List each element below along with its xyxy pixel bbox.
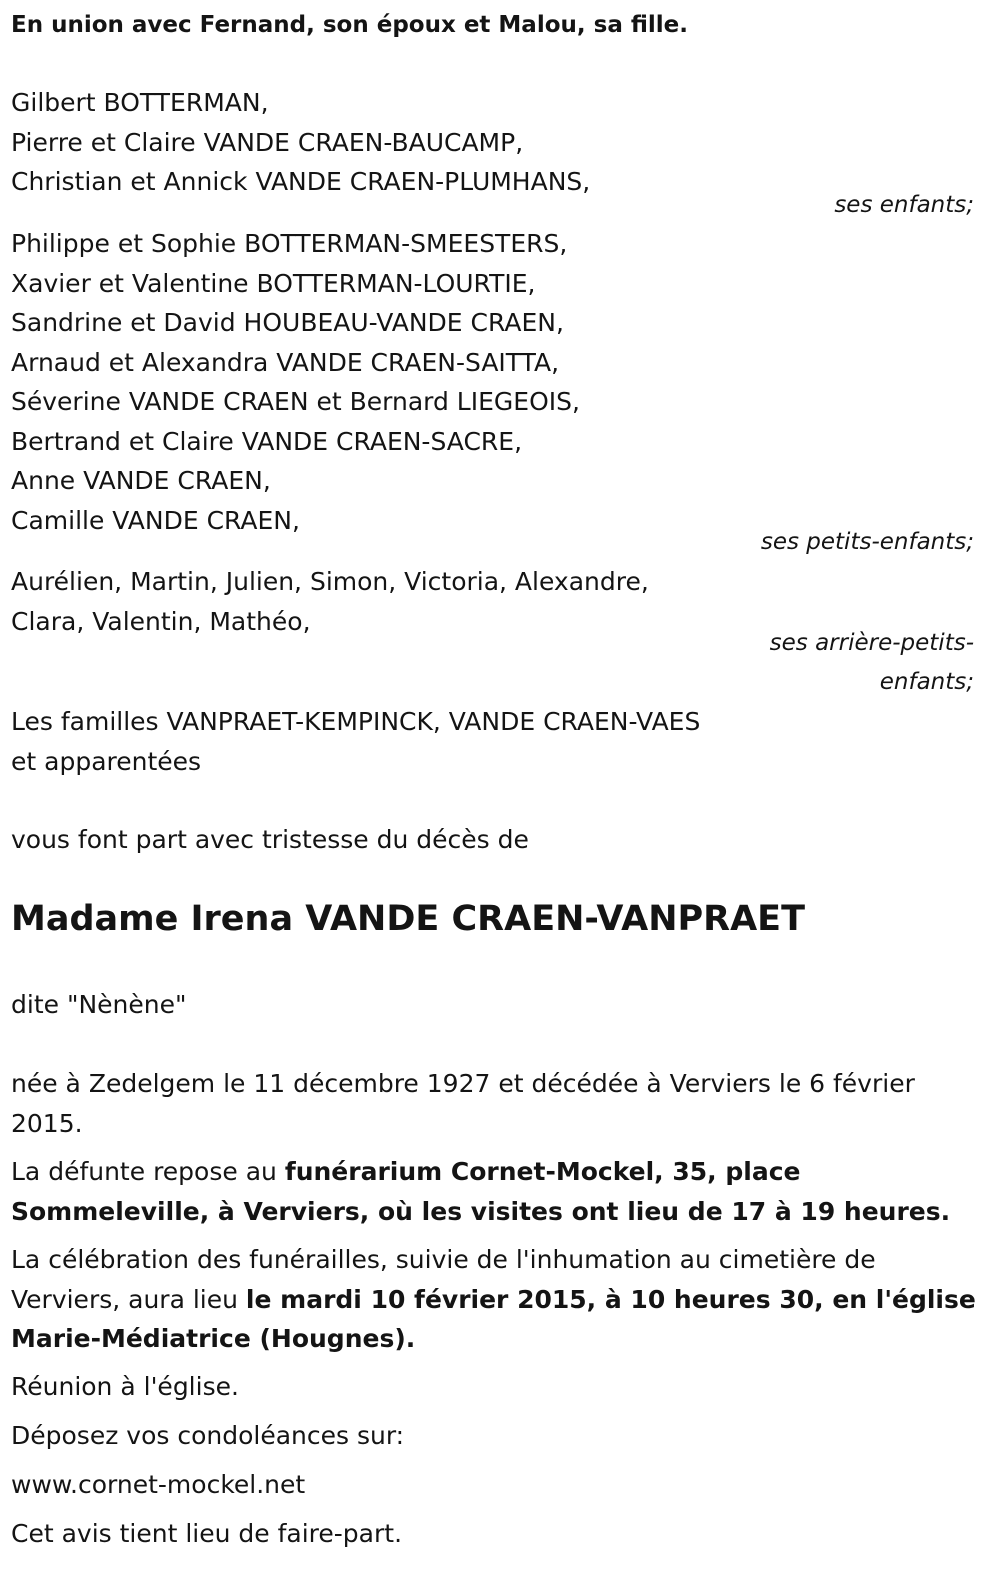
intro-line: En union avec Fernand, son époux et Malou, sa fille.	[11, 12, 688, 38]
great-grandchild-line: Clara, Valentin, Mathéo,	[11, 606, 311, 636]
child-line: Christian et Annick VANDE CRAEN-PLUMHANS,	[11, 167, 591, 196]
closing-note: Cet avis tient lieu de faire-part.	[11, 1519, 403, 1548]
grandchildren-list	[11, 224, 580, 540]
nickname: dite "Nènène"	[11, 990, 187, 1019]
reunion: Réunion à l'église.	[11, 1372, 239, 1401]
children-role: ses enfants;	[834, 192, 974, 218]
great-grandchild-line: Aurélien, Martin, Julien, Simon, Victoria, Alexandre,	[11, 567, 649, 596]
rest-line-1	[11, 1152, 950, 1192]
website-link[interactable]: www.cornet-mockel.net	[11, 1470, 306, 1499]
grandchild-line: Arnaud et Alexandra VANDE CRAEN-SAITTA,	[11, 347, 560, 377]
grandchild-line: Philippe et Sophie BOTTERMAN-SMEESTERS,	[11, 229, 568, 258]
rest-line-2: Sommeleville, à Verviers, où les visites ont lieu de 17 à 19 heures.	[11, 1196, 951, 1226]
ceremony-line-3: Marie-Médiatrice (Hougnes).	[11, 1324, 416, 1353]
grandchild-line: Bertrand et Claire VANDE CRAEN-SACRE,	[11, 426, 523, 456]
families-block	[11, 702, 700, 781]
condolences-label: Déposez vos condoléances sur:	[11, 1421, 405, 1450]
rest-prefix: La défunte repose au	[11, 1157, 285, 1186]
great-grandchildren-role-line: enfants;	[879, 669, 974, 695]
grandchildren-role: ses petits-enfants;	[760, 529, 974, 555]
grandchild-line: Camille VANDE CRAEN,	[11, 505, 300, 535]
grandchild-line: Anne VANDE CRAEN,	[11, 466, 271, 495]
child-line: Pierre et Claire VANDE CRAEN-BAUCAMP,	[11, 127, 524, 157]
announcement: vous font part avec tristesse du décès de	[11, 825, 529, 854]
birth-death-info	[11, 1064, 915, 1143]
great-grandchildren-role-line: ses arrière-petits-	[769, 630, 974, 656]
grandchild-line: Sandrine et David HOUBEAU-VANDE CRAEN,	[11, 308, 564, 337]
ceremony-prefix: Verviers, aura lieu	[11, 1284, 246, 1314]
ceremony-info	[11, 1240, 976, 1359]
families-line: Les familles VANPRAET-KEMPINCK, VANDE CRAEN-VAES	[11, 707, 701, 736]
ceremony-line-2	[11, 1280, 976, 1320]
child-line: Gilbert BOTTERMAN,	[11, 88, 269, 117]
birth-death-line: 2015.	[11, 1108, 83, 1138]
deceased-name: Madame Irena VANDE CRAEN-VANPRAET	[11, 899, 805, 939]
birth-death-line: née à Zedelgem le 11 décembre 1927 et décédée à Verviers le 6 février	[11, 1069, 915, 1098]
ceremony-line-1: La célébration des funérailles, suivie de l'inhumation au cimetière de	[11, 1245, 876, 1274]
rest-location: funérarium Cornet-Mockel, 35, place	[284, 1157, 801, 1186]
rest-info	[11, 1152, 950, 1231]
children-list	[11, 83, 590, 202]
great-grandchildren-list	[11, 562, 649, 641]
ceremony-datetime: le mardi 10 février 2015, à 10 heures 30, en l'église	[245, 1284, 976, 1314]
families-line: et apparentées	[11, 746, 202, 776]
great-grandchildren-role	[770, 624, 974, 702]
grandchild-line: Séverine VANDE CRAEN et Bernard LIEGEOIS,	[11, 387, 580, 416]
grandchild-line: Xavier et Valentine BOTTERMAN-LOURTIE,	[11, 268, 536, 298]
